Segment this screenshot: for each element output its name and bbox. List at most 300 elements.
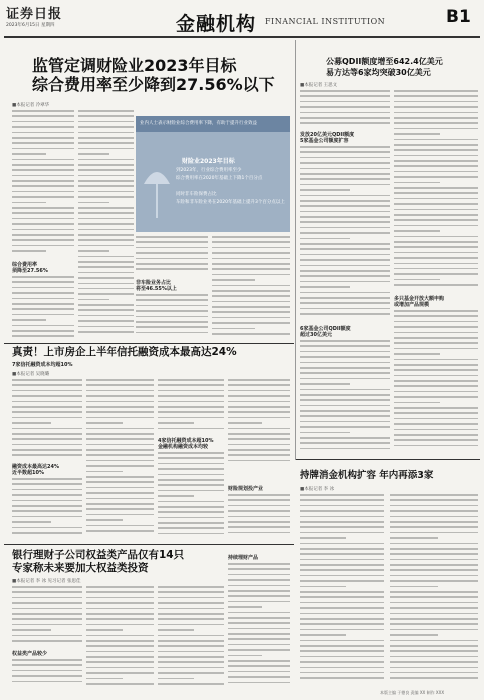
text-line xyxy=(300,297,390,299)
text-line xyxy=(390,543,478,545)
text-line xyxy=(12,586,82,588)
text-line xyxy=(390,548,478,550)
text-line xyxy=(300,270,390,272)
text-line xyxy=(212,258,290,260)
infographic-line-3: 同时非车险保费占比 xyxy=(176,192,217,197)
text-line xyxy=(78,159,134,161)
text-line xyxy=(394,375,478,377)
text-line xyxy=(158,640,224,642)
text-line xyxy=(78,283,134,285)
text-line xyxy=(12,444,82,446)
text-line xyxy=(212,247,290,249)
text-line xyxy=(390,569,478,571)
text-line xyxy=(394,133,440,135)
text-line xyxy=(390,559,478,561)
text-line xyxy=(158,506,224,508)
text-line xyxy=(86,530,154,532)
text-line xyxy=(86,417,154,419)
text-line xyxy=(394,214,478,216)
text-line xyxy=(394,412,478,414)
text-line xyxy=(228,401,290,403)
masthead-rule xyxy=(4,36,480,38)
text-line xyxy=(158,401,224,403)
text-line xyxy=(394,198,478,200)
text-line xyxy=(158,651,224,653)
text-line xyxy=(390,580,478,582)
text-line xyxy=(300,200,390,202)
text-line xyxy=(390,656,478,658)
text-line xyxy=(78,299,109,301)
text-line xyxy=(394,263,478,265)
text-line xyxy=(12,191,74,193)
text-line xyxy=(228,606,262,608)
text-line xyxy=(212,241,290,243)
text-line xyxy=(78,169,134,171)
text-line xyxy=(78,110,134,112)
text-line xyxy=(300,221,390,223)
text-line xyxy=(12,335,74,337)
text-line xyxy=(300,383,350,385)
text-line xyxy=(394,101,478,103)
text-line xyxy=(12,438,82,440)
text-line xyxy=(78,185,134,187)
text-line xyxy=(136,326,208,328)
text-line xyxy=(12,454,82,456)
wealth-headline-line2: 专家称未来要加大权益类投资 xyxy=(12,562,149,574)
qdii-bottom-rule xyxy=(296,459,480,460)
housing-body-col4a xyxy=(228,379,290,469)
text-line xyxy=(86,635,154,637)
text-line xyxy=(12,287,74,289)
text-line xyxy=(78,288,134,290)
text-line xyxy=(78,175,134,177)
text-line xyxy=(86,422,123,424)
qdii-subhead-2: 5家基金公司额度扩容 xyxy=(300,138,349,144)
text-line xyxy=(228,665,290,667)
consumer-finance-body-col2 xyxy=(390,494,478,684)
text-line xyxy=(12,618,82,620)
text-line xyxy=(394,139,478,141)
text-line xyxy=(390,623,478,625)
text-line xyxy=(394,219,478,221)
wealth-body-col4 xyxy=(228,563,290,691)
text-line xyxy=(86,624,154,626)
text-line xyxy=(12,148,74,150)
text-line xyxy=(12,164,74,166)
qdii-subhead-5: 多只基金开放大额申购 xyxy=(394,296,445,302)
text-line xyxy=(390,607,478,609)
text-line xyxy=(86,390,154,392)
housing-bottom-rule xyxy=(4,544,294,545)
text-line xyxy=(158,533,224,535)
text-line xyxy=(78,115,134,117)
text-line xyxy=(78,326,134,328)
text-line xyxy=(86,608,154,610)
housing-subtitle: 7家信托融资成本均超10% xyxy=(12,362,73,368)
text-line xyxy=(394,225,478,227)
text-line xyxy=(394,268,478,270)
text-line xyxy=(12,159,74,161)
housing-body-col4b xyxy=(228,494,290,540)
wealth-body-col1b xyxy=(12,659,82,691)
text-line xyxy=(390,516,478,518)
text-line xyxy=(300,672,384,674)
text-line xyxy=(394,95,478,97)
text-line xyxy=(78,272,134,274)
text-line xyxy=(86,508,154,510)
lead-body-col2 xyxy=(78,110,134,342)
housing-body-col3b xyxy=(158,452,224,540)
text-line xyxy=(394,117,478,119)
housing-headline: 真责！上市房企上半年信托融资成本最高达24% xyxy=(12,346,237,358)
text-line xyxy=(12,494,82,496)
text-line xyxy=(390,602,478,604)
text-line xyxy=(300,510,384,512)
text-line xyxy=(228,510,290,512)
text-line xyxy=(228,574,290,576)
text-line xyxy=(86,428,154,430)
text-line xyxy=(12,510,82,512)
text-line xyxy=(300,410,390,412)
text-line xyxy=(158,661,224,663)
text-line xyxy=(12,428,82,430)
text-line xyxy=(212,290,290,292)
text-line xyxy=(78,229,134,231)
text-line xyxy=(394,203,478,205)
qdii-body-1 xyxy=(300,90,390,128)
page-footer: 本版主编 于德良 责编 XX 制作 XXX xyxy=(380,690,445,695)
text-line xyxy=(390,505,478,507)
text-line xyxy=(78,239,134,241)
text-line xyxy=(136,241,208,243)
text-line xyxy=(228,622,290,624)
text-line xyxy=(390,537,438,539)
text-line xyxy=(300,415,390,417)
text-line xyxy=(394,279,440,281)
text-line xyxy=(86,449,154,451)
text-line xyxy=(158,591,224,593)
text-line xyxy=(300,286,350,288)
text-line xyxy=(86,591,154,593)
text-line xyxy=(394,439,478,441)
text-line xyxy=(78,320,134,322)
text-line xyxy=(394,284,478,286)
text-line xyxy=(12,401,82,403)
text-line xyxy=(212,311,290,313)
text-line xyxy=(136,316,208,318)
text-line xyxy=(12,202,46,204)
text-line xyxy=(12,314,74,316)
text-line xyxy=(300,405,390,407)
text-line xyxy=(12,422,51,424)
text-line xyxy=(158,490,224,492)
text-line xyxy=(390,553,478,555)
text-line xyxy=(12,325,74,327)
text-line xyxy=(394,364,478,366)
text-line xyxy=(212,236,290,238)
text-line xyxy=(394,321,478,323)
text-line xyxy=(78,121,134,123)
text-line xyxy=(228,585,290,587)
text-line xyxy=(300,178,390,180)
text-line xyxy=(228,660,290,662)
text-line xyxy=(394,326,478,328)
text-line xyxy=(228,444,290,446)
text-line xyxy=(390,510,478,512)
text-line xyxy=(390,596,478,598)
text-line xyxy=(228,579,290,581)
text-line xyxy=(12,390,82,392)
text-line xyxy=(78,277,134,279)
text-line xyxy=(300,629,384,631)
infographic-caption: 业内人士表示财险业综合费用率下降，有助于提升行业效益 xyxy=(140,121,257,126)
text-line xyxy=(158,511,224,513)
text-line xyxy=(228,505,290,507)
text-line xyxy=(78,245,134,247)
text-line xyxy=(300,95,390,97)
text-line xyxy=(158,683,224,685)
text-line xyxy=(394,192,478,194)
text-line xyxy=(12,115,74,117)
wealth-byline: ■本报记者 李 冰 见习记者 张思佳 xyxy=(12,579,81,584)
text-line xyxy=(390,613,478,615)
text-line xyxy=(158,618,224,620)
text-line xyxy=(394,144,478,146)
wealth-body-col2 xyxy=(86,586,154,691)
text-line xyxy=(12,239,74,241)
text-line xyxy=(136,263,208,265)
text-line xyxy=(300,146,390,148)
text-line xyxy=(394,369,478,371)
qdii-subhead-6: 或增加产品规模 xyxy=(394,302,430,308)
text-line xyxy=(300,677,384,679)
text-line xyxy=(300,526,384,528)
housing-body-col1 xyxy=(12,379,82,461)
text-line xyxy=(300,259,390,261)
text-line xyxy=(394,342,478,344)
text-line xyxy=(394,182,440,184)
text-line xyxy=(300,499,384,501)
text-line xyxy=(228,460,290,462)
housing-subhead-1: 融资成本最高达24% xyxy=(12,464,59,470)
text-line xyxy=(390,667,478,669)
text-line xyxy=(390,618,478,620)
lead-subhead-2: 须降至27.56% xyxy=(12,268,48,274)
text-line xyxy=(394,187,478,189)
text-line xyxy=(158,479,224,481)
text-line xyxy=(12,319,46,321)
text-line xyxy=(390,661,478,663)
text-line xyxy=(394,257,478,259)
text-line xyxy=(394,359,478,361)
text-line xyxy=(86,460,154,462)
text-line xyxy=(86,433,154,435)
text-line xyxy=(158,635,224,637)
text-line xyxy=(300,516,384,518)
text-line xyxy=(300,575,384,577)
text-line xyxy=(390,591,478,593)
text-line xyxy=(158,422,194,424)
consumer-finance-byline: ■本报记者 李 冰 xyxy=(300,487,335,492)
text-line xyxy=(300,532,384,534)
text-line xyxy=(228,682,290,684)
text-line xyxy=(12,303,74,305)
text-line xyxy=(300,162,390,164)
housing-subhead-5: 财险规划投产业 xyxy=(228,486,264,492)
text-line xyxy=(158,667,224,669)
text-line xyxy=(12,395,82,397)
text-line xyxy=(300,168,390,170)
text-line xyxy=(390,629,478,631)
text-line xyxy=(300,101,390,103)
text-line xyxy=(394,171,478,173)
text-line xyxy=(394,353,440,355)
text-line xyxy=(390,586,438,588)
text-line xyxy=(78,153,109,155)
text-line xyxy=(390,640,478,642)
text-line xyxy=(86,514,154,516)
text-line xyxy=(86,678,123,680)
section-title-english: FINANCIAL INSTITUTION xyxy=(265,17,386,26)
text-line xyxy=(78,148,134,150)
text-line xyxy=(300,184,390,186)
text-line xyxy=(78,256,134,258)
text-line xyxy=(300,195,390,197)
text-line xyxy=(78,196,134,198)
column-divider xyxy=(295,40,296,460)
text-line xyxy=(12,411,82,413)
text-line xyxy=(12,250,46,252)
text-line xyxy=(300,362,390,364)
lead-body-col1b xyxy=(12,276,74,342)
text-line xyxy=(300,308,390,310)
text-line xyxy=(300,661,384,663)
text-line xyxy=(12,137,74,139)
text-line xyxy=(12,298,74,300)
text-line xyxy=(86,471,123,473)
text-line xyxy=(158,428,224,430)
text-line xyxy=(212,333,290,335)
text-line xyxy=(12,521,51,523)
text-line xyxy=(12,229,74,231)
text-line xyxy=(12,121,74,123)
infographic-line-2: 综合费用率在2020年基础上下降1个百分点 xyxy=(176,176,263,181)
text-line xyxy=(78,126,134,128)
text-line xyxy=(158,586,224,588)
text-line xyxy=(300,248,390,250)
text-line xyxy=(86,492,154,494)
text-line xyxy=(228,499,290,501)
text-line xyxy=(300,505,384,507)
text-line xyxy=(228,532,290,534)
text-line xyxy=(228,638,290,640)
text-line xyxy=(86,613,154,615)
infographic-title: 财险业2023年目标 xyxy=(182,158,235,165)
text-line xyxy=(12,659,82,661)
consumer-finance-headline: 持牌消金机构扩容 年内再添3家 xyxy=(300,470,434,481)
text-line xyxy=(136,299,208,301)
lead-subhead-4: 将至46.55%以上 xyxy=(136,286,177,292)
text-line xyxy=(158,656,224,658)
text-line xyxy=(390,526,478,528)
text-line xyxy=(300,351,390,353)
text-line xyxy=(86,438,154,440)
text-line xyxy=(228,655,262,657)
text-line xyxy=(300,302,390,304)
text-line xyxy=(12,185,74,187)
text-line xyxy=(86,661,154,663)
qdii-subhead-4: 超过30亿美元 xyxy=(300,332,332,338)
text-line xyxy=(12,608,82,610)
text-line xyxy=(12,664,82,666)
text-line xyxy=(12,126,74,128)
newspaper-logo: 证券日报 xyxy=(6,7,63,22)
text-line xyxy=(12,417,82,419)
text-line xyxy=(394,380,478,382)
text-line xyxy=(86,498,154,500)
housing-subhead-4: 金融机构融资成本均较 xyxy=(158,444,209,450)
text-line xyxy=(158,522,224,524)
text-line xyxy=(394,209,478,211)
text-line xyxy=(86,602,154,604)
text-line xyxy=(394,122,478,124)
text-line xyxy=(300,173,390,175)
text-line xyxy=(212,295,290,297)
page-number: B1 xyxy=(446,7,471,27)
text-line xyxy=(158,501,224,503)
lead-byline: ■本报记者 冷翠华 xyxy=(12,103,50,108)
qdii-body-2 xyxy=(300,146,390,322)
text-line xyxy=(86,481,154,483)
masthead xyxy=(0,0,484,38)
text-line xyxy=(158,608,224,610)
text-line xyxy=(158,597,224,599)
text-line xyxy=(300,122,390,124)
text-line xyxy=(300,367,390,369)
text-line xyxy=(394,348,478,350)
text-line xyxy=(394,396,478,398)
text-line xyxy=(394,337,478,339)
text-line xyxy=(390,677,478,679)
text-line xyxy=(12,640,82,642)
housing-byline: ■本报记者 吴晓璐 xyxy=(12,372,50,377)
text-line xyxy=(300,437,390,439)
text-line xyxy=(86,683,154,685)
text-line xyxy=(300,586,346,588)
text-line xyxy=(300,238,350,240)
text-line xyxy=(86,645,154,647)
text-line xyxy=(86,519,123,521)
text-line xyxy=(390,564,478,566)
infographic-line-1: 到2023年，行业综合费用率至少 xyxy=(176,168,242,173)
text-line xyxy=(158,474,224,476)
text-line xyxy=(12,406,82,408)
text-line xyxy=(228,395,290,397)
text-line xyxy=(12,223,74,225)
text-line xyxy=(78,202,109,204)
text-line xyxy=(136,252,208,254)
text-line xyxy=(394,315,478,317)
text-line xyxy=(394,391,478,393)
text-line xyxy=(228,516,290,518)
text-line xyxy=(228,633,290,635)
text-line xyxy=(12,132,74,134)
text-line xyxy=(390,499,478,501)
text-line xyxy=(86,454,154,456)
text-line xyxy=(86,379,154,381)
text-line xyxy=(136,236,208,238)
text-line xyxy=(228,428,290,430)
